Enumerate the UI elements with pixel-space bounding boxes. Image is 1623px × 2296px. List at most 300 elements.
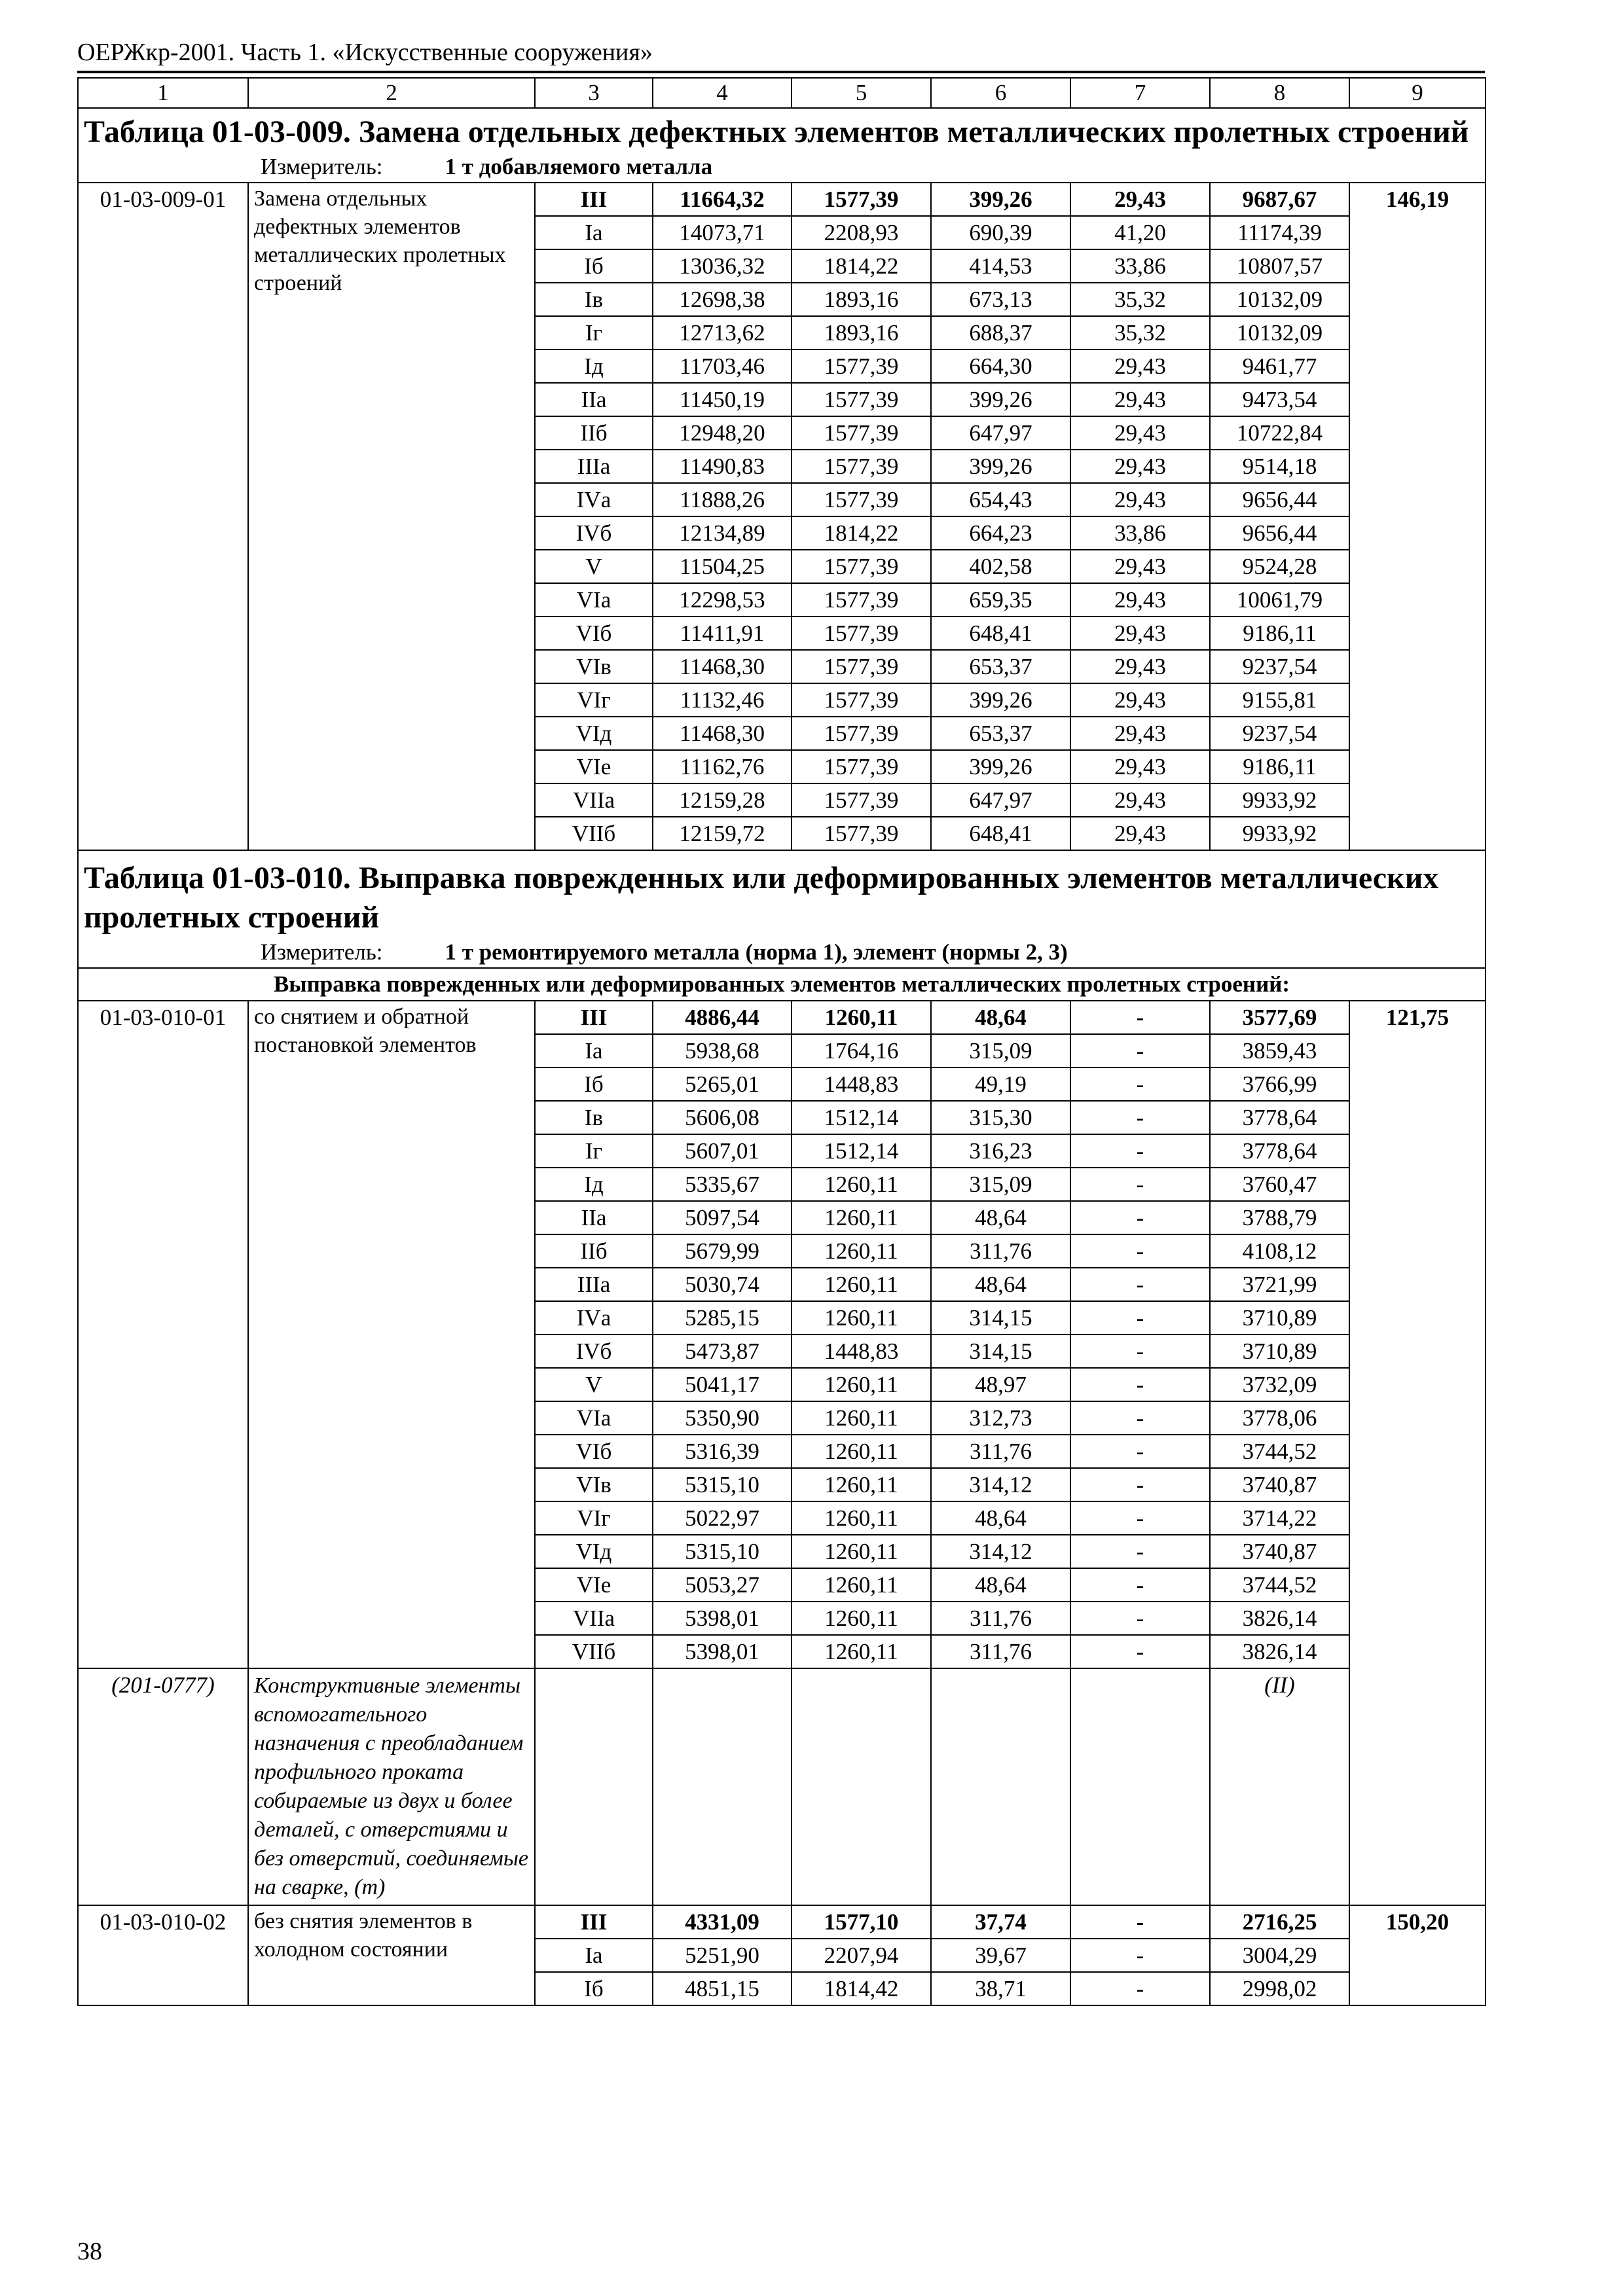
value-cell: 311,76: [931, 1602, 1070, 1635]
zone-cell: IVа: [535, 483, 653, 516]
subheading: Выправка поврежденных или деформированных элементов металлических пролетных строений:: [78, 968, 1486, 1001]
value-cell: 1814,42: [792, 1972, 931, 2005]
value-cell: 9473,54: [1210, 383, 1349, 416]
value-cell: -: [1070, 1401, 1210, 1435]
value-cell: -: [1070, 1972, 1210, 2005]
value-cell: 33,86: [1070, 249, 1210, 283]
value-cell: 12134,89: [653, 516, 792, 550]
value-cell: -: [1070, 1201, 1210, 1234]
zone-cell: Iг: [535, 316, 653, 350]
value-cell: 1577,39: [792, 383, 931, 416]
value-cell: 1512,14: [792, 1134, 931, 1168]
value-cell: 12698,38: [653, 283, 792, 316]
value-cell: 3710,89: [1210, 1335, 1349, 1368]
value-cell: 1260,11: [792, 1568, 931, 1602]
value-cell: 1577,39: [792, 617, 931, 650]
value-cell: 9656,44: [1210, 483, 1349, 516]
value-cell: -: [1070, 1101, 1210, 1134]
table-title-text: Таблица 01-03-010. Выправка поврежденных или деформированных элементов металлических пролетных строений: [84, 861, 1439, 935]
value-cell: 11664,32: [653, 183, 792, 216]
column-number: 8: [1210, 78, 1349, 108]
value-cell: 1260,11: [792, 1435, 931, 1468]
zone-cell: VIIб: [535, 817, 653, 850]
column-number: 5: [792, 78, 931, 108]
norm-description: Замена отдельных дефектных элементов металлических пролетных строений: [248, 183, 535, 850]
value-cell: 48,64: [931, 1201, 1070, 1234]
value-cell: 3778,06: [1210, 1401, 1349, 1435]
measure-line: [84, 937, 1480, 967]
value-cell: -: [1070, 1501, 1210, 1535]
zone-cell: V: [535, 1368, 653, 1401]
resource-unit: (II): [1210, 1668, 1349, 1905]
value-cell: 5350,90: [653, 1401, 792, 1435]
value-cell: 5398,01: [653, 1602, 792, 1635]
measure-line: [84, 152, 1480, 182]
value-cell: 5607,01: [653, 1134, 792, 1168]
zone-cell: VIб: [535, 1435, 653, 1468]
value-cell: 314,15: [931, 1301, 1070, 1335]
value-cell: -: [1070, 1001, 1210, 1034]
value-cell: 1512,14: [792, 1101, 931, 1134]
data-row: [78, 1905, 1486, 1939]
value-cell: 9155,81: [1210, 683, 1349, 717]
value-cell: 29,43: [1070, 383, 1210, 416]
zone-cell: IVб: [535, 1335, 653, 1368]
value-cell: 48,97: [931, 1368, 1070, 1401]
value-cell: 1260,11: [792, 1268, 931, 1301]
column-number: 1: [78, 78, 248, 108]
value-cell: 48,64: [931, 1568, 1070, 1602]
value-cell: 3760,47: [1210, 1168, 1349, 1201]
zone-cell: III: [535, 183, 653, 216]
value-cell: 5251,90: [653, 1939, 792, 1972]
empty-cell: [653, 1668, 792, 1905]
column-number: 3: [535, 78, 653, 108]
value-cell: 647,97: [931, 416, 1070, 450]
value-cell: 1577,39: [792, 550, 931, 583]
value-cell: 9933,92: [1210, 817, 1349, 850]
value-cell: 9237,54: [1210, 717, 1349, 750]
value-cell: 3826,14: [1210, 1635, 1349, 1668]
page-number: 38: [77, 2238, 102, 2265]
zone-cell: VIIб: [535, 1635, 653, 1668]
value-cell: 11504,25: [653, 550, 792, 583]
value-cell: 5398,01: [653, 1635, 792, 1668]
value-cell: 3740,87: [1210, 1468, 1349, 1501]
value-cell: -: [1070, 1635, 1210, 1668]
value-cell: 12713,62: [653, 316, 792, 350]
zone-cell: VIг: [535, 1501, 653, 1535]
table1-title-row: [78, 108, 1486, 183]
value-cell: 1260,11: [792, 1201, 931, 1234]
value-cell: 29,43: [1070, 483, 1210, 516]
value-cell: 659,35: [931, 583, 1070, 617]
value-cell: -: [1070, 1939, 1210, 1972]
zone-cell: Iб: [535, 249, 653, 283]
empty-cell: [931, 1668, 1070, 1905]
zone-cell: VIе: [535, 750, 653, 783]
zone-cell: IVб: [535, 516, 653, 550]
value-cell: 9933,92: [1210, 783, 1349, 817]
norm-code: 01-03-010-01: [78, 1001, 248, 1668]
value-cell: 5022,97: [653, 1501, 792, 1535]
value-cell: -: [1070, 1234, 1210, 1268]
data-row: [78, 1001, 1486, 1034]
norm-description: со снятием и обратной постановкой элементов: [248, 1001, 535, 1668]
value-cell: 5315,10: [653, 1468, 792, 1501]
zone-cell: VIIа: [535, 1602, 653, 1635]
value-cell: -: [1070, 1435, 1210, 1468]
col9-value: 150,20: [1349, 1905, 1486, 2005]
value-cell: 1577,39: [792, 650, 931, 683]
value-cell: -: [1070, 1034, 1210, 1067]
value-cell: 315,09: [931, 1034, 1070, 1067]
value-cell: 1577,39: [792, 183, 931, 216]
value-cell: 29,43: [1070, 750, 1210, 783]
value-cell: -: [1070, 1067, 1210, 1101]
value-cell: 12298,53: [653, 583, 792, 617]
value-cell: 399,26: [931, 183, 1070, 216]
value-cell: 3577,69: [1210, 1001, 1349, 1034]
value-cell: 653,37: [931, 717, 1070, 750]
value-cell: 1893,16: [792, 316, 931, 350]
value-cell: 399,26: [931, 750, 1070, 783]
value-cell: 11490,83: [653, 450, 792, 483]
value-cell: 3766,99: [1210, 1067, 1349, 1101]
value-cell: 35,32: [1070, 316, 1210, 350]
value-cell: -: [1070, 1168, 1210, 1201]
value-cell: 315,09: [931, 1168, 1070, 1201]
value-cell: 9687,67: [1210, 183, 1349, 216]
value-cell: 4886,44: [653, 1001, 792, 1034]
value-cell: -: [1070, 1602, 1210, 1635]
value-cell: 1577,39: [792, 783, 931, 817]
value-cell: 39,67: [931, 1939, 1070, 1972]
zone-cell: VIг: [535, 683, 653, 717]
value-cell: 1764,16: [792, 1034, 931, 1067]
value-cell: 48,64: [931, 1268, 1070, 1301]
resource-code: (201-0777): [78, 1668, 248, 1905]
value-cell: 5053,27: [653, 1568, 792, 1602]
value-cell: 3744,52: [1210, 1568, 1349, 1602]
zone-cell: Iб: [535, 1067, 653, 1101]
value-cell: 5473,87: [653, 1335, 792, 1368]
value-cell: 29,43: [1070, 783, 1210, 817]
value-cell: 4331,09: [653, 1905, 792, 1939]
value-cell: 1260,11: [792, 1468, 931, 1501]
zone-cell: VIб: [535, 617, 653, 650]
value-cell: 688,37: [931, 316, 1070, 350]
zone-cell: III: [535, 1905, 653, 1939]
value-cell: 1448,83: [792, 1335, 931, 1368]
value-cell: 29,43: [1070, 183, 1210, 216]
value-cell: 12159,28: [653, 783, 792, 817]
norm-description: без снятия элементов в холодном состоянии: [248, 1905, 535, 2005]
zone-cell: Iа: [535, 1034, 653, 1067]
value-cell: 5315,10: [653, 1535, 792, 1568]
value-cell: 9524,28: [1210, 550, 1349, 583]
value-cell: 3826,14: [1210, 1602, 1349, 1635]
zone-cell: VIа: [535, 583, 653, 617]
value-cell: 33,86: [1070, 516, 1210, 550]
value-cell: 14073,71: [653, 216, 792, 249]
value-cell: 1260,11: [792, 1234, 931, 1268]
value-cell: 11174,39: [1210, 216, 1349, 249]
value-cell: 1577,39: [792, 683, 931, 717]
zone-cell: Iв: [535, 1101, 653, 1134]
value-cell: 1260,11: [792, 1501, 931, 1535]
value-cell: 1577,39: [792, 483, 931, 516]
value-cell: 311,76: [931, 1234, 1070, 1268]
value-cell: 690,39: [931, 216, 1070, 249]
value-cell: 29,43: [1070, 450, 1210, 483]
value-cell: -: [1070, 1134, 1210, 1168]
value-cell: 13036,32: [653, 249, 792, 283]
value-cell: 1577,39: [792, 350, 931, 383]
empty-cell: [1070, 1668, 1210, 1905]
measure-value: 1 т добавляемого металла: [445, 154, 713, 179]
value-cell: 49,19: [931, 1067, 1070, 1101]
value-cell: 2998,02: [1210, 1972, 1349, 2005]
table2-title: [78, 850, 1486, 968]
value-cell: 314,12: [931, 1535, 1070, 1568]
value-cell: 35,32: [1070, 283, 1210, 316]
value-cell: 11450,19: [653, 383, 792, 416]
measure-label: Измеритель:: [261, 154, 383, 179]
zone-cell: VIIа: [535, 783, 653, 817]
value-cell: 673,13: [931, 283, 1070, 316]
value-cell: 2207,94: [792, 1939, 931, 1972]
value-cell: 1577,39: [792, 817, 931, 850]
value-cell: 1260,11: [792, 1401, 931, 1435]
value-cell: 3788,79: [1210, 1201, 1349, 1234]
value-cell: 48,64: [931, 1001, 1070, 1034]
value-cell: 29,43: [1070, 350, 1210, 383]
value-cell: 5316,39: [653, 1435, 792, 1468]
value-cell: 29,43: [1070, 717, 1210, 750]
value-cell: 314,15: [931, 1335, 1070, 1368]
norms-table: [77, 77, 1486, 2006]
zone-cell: Iд: [535, 1168, 653, 1201]
value-cell: 10722,84: [1210, 416, 1349, 450]
value-cell: 9514,18: [1210, 450, 1349, 483]
value-cell: 9237,54: [1210, 650, 1349, 683]
zone-cell: IIIа: [535, 450, 653, 483]
value-cell: 1814,22: [792, 249, 931, 283]
table-title-text: Таблица 01-03-009. Замена отдельных дефектных элементов металлических пролетных строений: [84, 115, 1469, 149]
value-cell: 38,71: [931, 1972, 1070, 2005]
value-cell: 2208,93: [792, 216, 931, 249]
value-cell: 48,64: [931, 1501, 1070, 1535]
value-cell: 29,43: [1070, 817, 1210, 850]
value-cell: 3744,52: [1210, 1435, 1349, 1468]
value-cell: 1893,16: [792, 283, 931, 316]
value-cell: 414,53: [931, 249, 1070, 283]
value-cell: 664,23: [931, 516, 1070, 550]
value-cell: 4108,12: [1210, 1234, 1349, 1268]
value-cell: 29,43: [1070, 583, 1210, 617]
value-cell: 5097,54: [653, 1201, 792, 1234]
empty-cell: [535, 1668, 653, 1905]
zone-cell: VIд: [535, 1535, 653, 1568]
value-cell: 399,26: [931, 383, 1070, 416]
measure-label: Измеритель:: [261, 939, 383, 965]
value-cell: 1260,11: [792, 1301, 931, 1335]
value-cell: 1577,39: [792, 750, 931, 783]
value-cell: 29,43: [1070, 617, 1210, 650]
value-cell: -: [1070, 1301, 1210, 1335]
zone-cell: IVа: [535, 1301, 653, 1335]
zone-cell: VIд: [535, 717, 653, 750]
value-cell: 9656,44: [1210, 516, 1349, 550]
value-cell: 1260,11: [792, 1368, 931, 1401]
value-cell: 10061,79: [1210, 583, 1349, 617]
value-cell: -: [1070, 1368, 1210, 1401]
value-cell: 1260,11: [792, 1602, 931, 1635]
value-cell: 315,30: [931, 1101, 1070, 1134]
value-cell: 5679,99: [653, 1234, 792, 1268]
value-cell: 647,97: [931, 783, 1070, 817]
column-number: 4: [653, 78, 792, 108]
subheading-row: [78, 968, 1486, 1001]
value-cell: 653,37: [931, 650, 1070, 683]
value-cell: -: [1070, 1268, 1210, 1301]
value-cell: 3714,22: [1210, 1501, 1349, 1535]
zone-cell: Iб: [535, 1972, 653, 2005]
value-cell: 648,41: [931, 617, 1070, 650]
zone-cell: Iа: [535, 1939, 653, 1972]
norms-table-body: [78, 78, 1486, 2005]
resource-description: Конструктивные элементы вспомогательного назначения с преобладанием профильного проката собираемые из двух и более деталей, с отверстиями и без отверстий, соединяемые на сварке, (т): [248, 1668, 535, 1905]
zone-cell: IIа: [535, 1201, 653, 1234]
value-cell: 11888,26: [653, 483, 792, 516]
header-rule: [77, 71, 1485, 73]
value-cell: 11132,46: [653, 683, 792, 717]
value-cell: 11162,76: [653, 750, 792, 783]
zone-cell: VIе: [535, 1568, 653, 1602]
value-cell: 1577,39: [792, 717, 931, 750]
value-cell: -: [1070, 1335, 1210, 1368]
value-cell: 11468,30: [653, 650, 792, 683]
value-cell: 41,20: [1070, 216, 1210, 249]
value-cell: 3778,64: [1210, 1134, 1349, 1168]
value-cell: 1814,22: [792, 516, 931, 550]
table2-title-row: [78, 850, 1486, 968]
value-cell: 9461,77: [1210, 350, 1349, 383]
value-cell: 3732,09: [1210, 1368, 1349, 1401]
value-cell: 1260,11: [792, 1168, 931, 1201]
value-cell: 37,74: [931, 1905, 1070, 1939]
zone-cell: IIб: [535, 416, 653, 450]
value-cell: 312,73: [931, 1401, 1070, 1435]
value-cell: 3740,87: [1210, 1535, 1349, 1568]
value-cell: 311,76: [931, 1635, 1070, 1668]
norm-code: 01-03-010-02: [78, 1905, 248, 2005]
value-cell: 10132,09: [1210, 283, 1349, 316]
value-cell: 654,43: [931, 483, 1070, 516]
column-number: 7: [1070, 78, 1210, 108]
zone-cell: Iд: [535, 350, 653, 383]
value-cell: 10807,57: [1210, 249, 1349, 283]
value-cell: 11411,91: [653, 617, 792, 650]
value-cell: 1577,39: [792, 583, 931, 617]
value-cell: 3778,64: [1210, 1101, 1349, 1134]
value-cell: 1577,39: [792, 450, 931, 483]
value-cell: 316,23: [931, 1134, 1070, 1168]
value-cell: -: [1070, 1468, 1210, 1501]
value-cell: 29,43: [1070, 650, 1210, 683]
value-cell: 1577,10: [792, 1905, 931, 1939]
value-cell: 29,43: [1070, 550, 1210, 583]
value-cell: 5938,68: [653, 1034, 792, 1067]
value-cell: 4851,15: [653, 1972, 792, 2005]
value-cell: 5041,17: [653, 1368, 792, 1401]
page-header: ОЕРЖкр-2001. Часть 1. «Искусственные сооружения»: [77, 39, 653, 66]
value-cell: 399,26: [931, 450, 1070, 483]
value-cell: 3710,89: [1210, 1301, 1349, 1335]
zone-cell: IIIа: [535, 1268, 653, 1301]
column-number: 6: [931, 78, 1070, 108]
zone-cell: VIв: [535, 1468, 653, 1501]
value-cell: 11468,30: [653, 717, 792, 750]
value-cell: 12948,20: [653, 416, 792, 450]
value-cell: 12159,72: [653, 817, 792, 850]
value-cell: 399,26: [931, 683, 1070, 717]
col9-value: 146,19: [1349, 183, 1486, 850]
zone-cell: V: [535, 550, 653, 583]
value-cell: 1577,39: [792, 416, 931, 450]
value-cell: 1260,11: [792, 1535, 931, 1568]
value-cell: 3859,43: [1210, 1034, 1349, 1067]
measure-value: 1 т ремонтируемого металла (норма 1), элемент (нормы 2, 3): [445, 939, 1068, 965]
value-cell: 9186,11: [1210, 617, 1349, 650]
value-cell: 1448,83: [792, 1067, 931, 1101]
column-number-row: [78, 78, 1486, 108]
zone-cell: Iг: [535, 1134, 653, 1168]
zone-cell: VIа: [535, 1401, 653, 1435]
value-cell: 5030,74: [653, 1268, 792, 1301]
value-cell: 5285,15: [653, 1301, 792, 1335]
value-cell: 3721,99: [1210, 1268, 1349, 1301]
zone-cell: Iа: [535, 216, 653, 249]
col9-value: 121,75: [1349, 1001, 1486, 1905]
zone-cell: IIб: [535, 1234, 653, 1268]
value-cell: 1260,11: [792, 1001, 931, 1034]
value-cell: 1260,11: [792, 1635, 931, 1668]
value-cell: 9186,11: [1210, 750, 1349, 783]
value-cell: 3004,29: [1210, 1939, 1349, 1972]
value-cell: -: [1070, 1905, 1210, 1939]
column-number: 9: [1349, 78, 1486, 108]
value-cell: 2716,25: [1210, 1905, 1349, 1939]
value-cell: -: [1070, 1535, 1210, 1568]
value-cell: 5606,08: [653, 1101, 792, 1134]
value-cell: 314,12: [931, 1468, 1070, 1501]
value-cell: 29,43: [1070, 683, 1210, 717]
norm-code: 01-03-009-01: [78, 183, 248, 850]
value-cell: 10132,09: [1210, 316, 1349, 350]
value-cell: 311,76: [931, 1435, 1070, 1468]
table1-title: [78, 108, 1486, 183]
value-cell: 5335,67: [653, 1168, 792, 1201]
zone-cell: III: [535, 1001, 653, 1034]
value-cell: 5265,01: [653, 1067, 792, 1101]
zone-cell: Iв: [535, 283, 653, 316]
value-cell: 29,43: [1070, 416, 1210, 450]
zone-cell: IIа: [535, 383, 653, 416]
column-number: 2: [248, 78, 535, 108]
value-cell: 11703,46: [653, 350, 792, 383]
